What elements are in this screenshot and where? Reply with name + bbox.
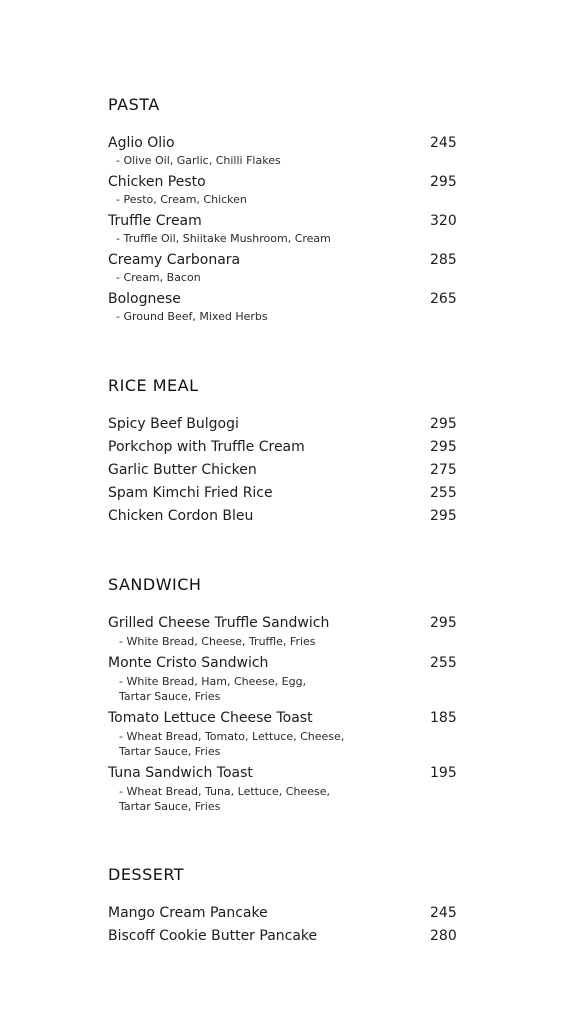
item-name: Tomato Lettuce Cheese Toast	[108, 710, 313, 726]
item-description: - Wheat Bread, Tuna, Lettuce, Cheese, Tartar Sauce, Fries	[119, 785, 330, 813]
item-price: 275	[430, 462, 457, 478]
section-title: PASTA	[108, 95, 160, 114]
item-name: Mango Cream Pancake	[108, 905, 268, 921]
item-price: 320	[430, 213, 457, 229]
item-price: 280	[430, 928, 457, 944]
item-name: Monte Cristo Sandwich	[108, 655, 269, 671]
item-price: 255	[430, 655, 457, 671]
item-price: 295	[430, 508, 457, 524]
item-name: Tuna Sandwich Toast	[108, 765, 253, 781]
menu-item	[108, 460, 468, 483]
item-price: 255	[430, 485, 457, 501]
item-price: 295	[430, 439, 457, 455]
item-name: Garlic Butter Chicken	[108, 462, 257, 478]
item-name: Truffle Cream	[108, 213, 202, 229]
item-price: 295	[430, 174, 457, 190]
section-rice-meal	[108, 376, 468, 529]
item-description: - White Bread, Cheese, Truffle, Fries	[119, 635, 316, 648]
section-title: DESSERT	[108, 865, 185, 884]
menu-list	[108, 133, 468, 324]
section-pasta	[108, 95, 468, 328]
section-sandwich	[108, 575, 468, 818]
menu-list	[108, 903, 468, 949]
menu-item	[108, 926, 468, 949]
menu-item	[108, 172, 468, 207]
menu-item	[108, 708, 468, 759]
section-dessert	[108, 865, 468, 949]
item-name: Porkchop with Truffle Cream	[108, 439, 305, 455]
menu-item	[108, 653, 468, 704]
menu-item	[108, 437, 468, 460]
item-description: - Olive Oil, Garlic, Chilli Flakes	[116, 154, 281, 167]
menu-item	[108, 133, 468, 168]
menu-item	[108, 613, 468, 649]
item-name: Grilled Cheese Truffle Sandwich	[108, 615, 330, 631]
item-price: 245	[430, 135, 457, 151]
item-price: 295	[430, 615, 457, 631]
item-description: - Ground Beef, Mixed Herbs	[116, 310, 268, 323]
section-title: SANDWICH	[108, 575, 202, 594]
item-price: 295	[430, 416, 457, 432]
item-name: Spicy Beef Bulgogi	[108, 416, 239, 432]
item-name: Biscoff Cookie Butter Pancake	[108, 928, 318, 944]
item-name: Spam Kimchi Fried Rice	[108, 485, 273, 501]
item-price: 285	[430, 252, 457, 268]
item-price: 195	[430, 765, 457, 781]
item-description: - Wheat Bread, Tomato, Lettuce, Cheese, Tartar Sauce, Fries	[119, 730, 345, 758]
item-description: - Cream, Bacon	[116, 271, 201, 284]
menu-list	[108, 613, 468, 814]
item-description: - Truffle Oil, Shiitake Mushroom, Cream	[116, 232, 331, 245]
menu-list	[108, 414, 468, 529]
item-description: - Pesto, Cream, Chicken	[116, 193, 247, 206]
section-title: RICE MEAL	[108, 376, 199, 395]
menu-item	[108, 506, 468, 529]
menu-item	[108, 211, 468, 246]
item-name: Bolognese	[108, 291, 181, 307]
item-name: Chicken Cordon Bleu	[108, 508, 254, 524]
menu-item	[108, 289, 468, 324]
item-price: 185	[430, 710, 457, 726]
menu-item	[108, 763, 468, 814]
menu-item	[108, 903, 468, 926]
menu-item	[108, 483, 468, 506]
item-name: Aglio Olio	[108, 135, 175, 151]
item-description: - White Bread, Ham, Cheese, Egg, Tartar Sauce, Fries	[119, 675, 307, 703]
item-name: Chicken Pesto	[108, 174, 206, 190]
item-price: 245	[430, 905, 457, 921]
item-price: 265	[430, 291, 457, 307]
menu-item	[108, 414, 468, 437]
item-name: Creamy Carbonara	[108, 252, 241, 268]
menu-item	[108, 250, 468, 285]
